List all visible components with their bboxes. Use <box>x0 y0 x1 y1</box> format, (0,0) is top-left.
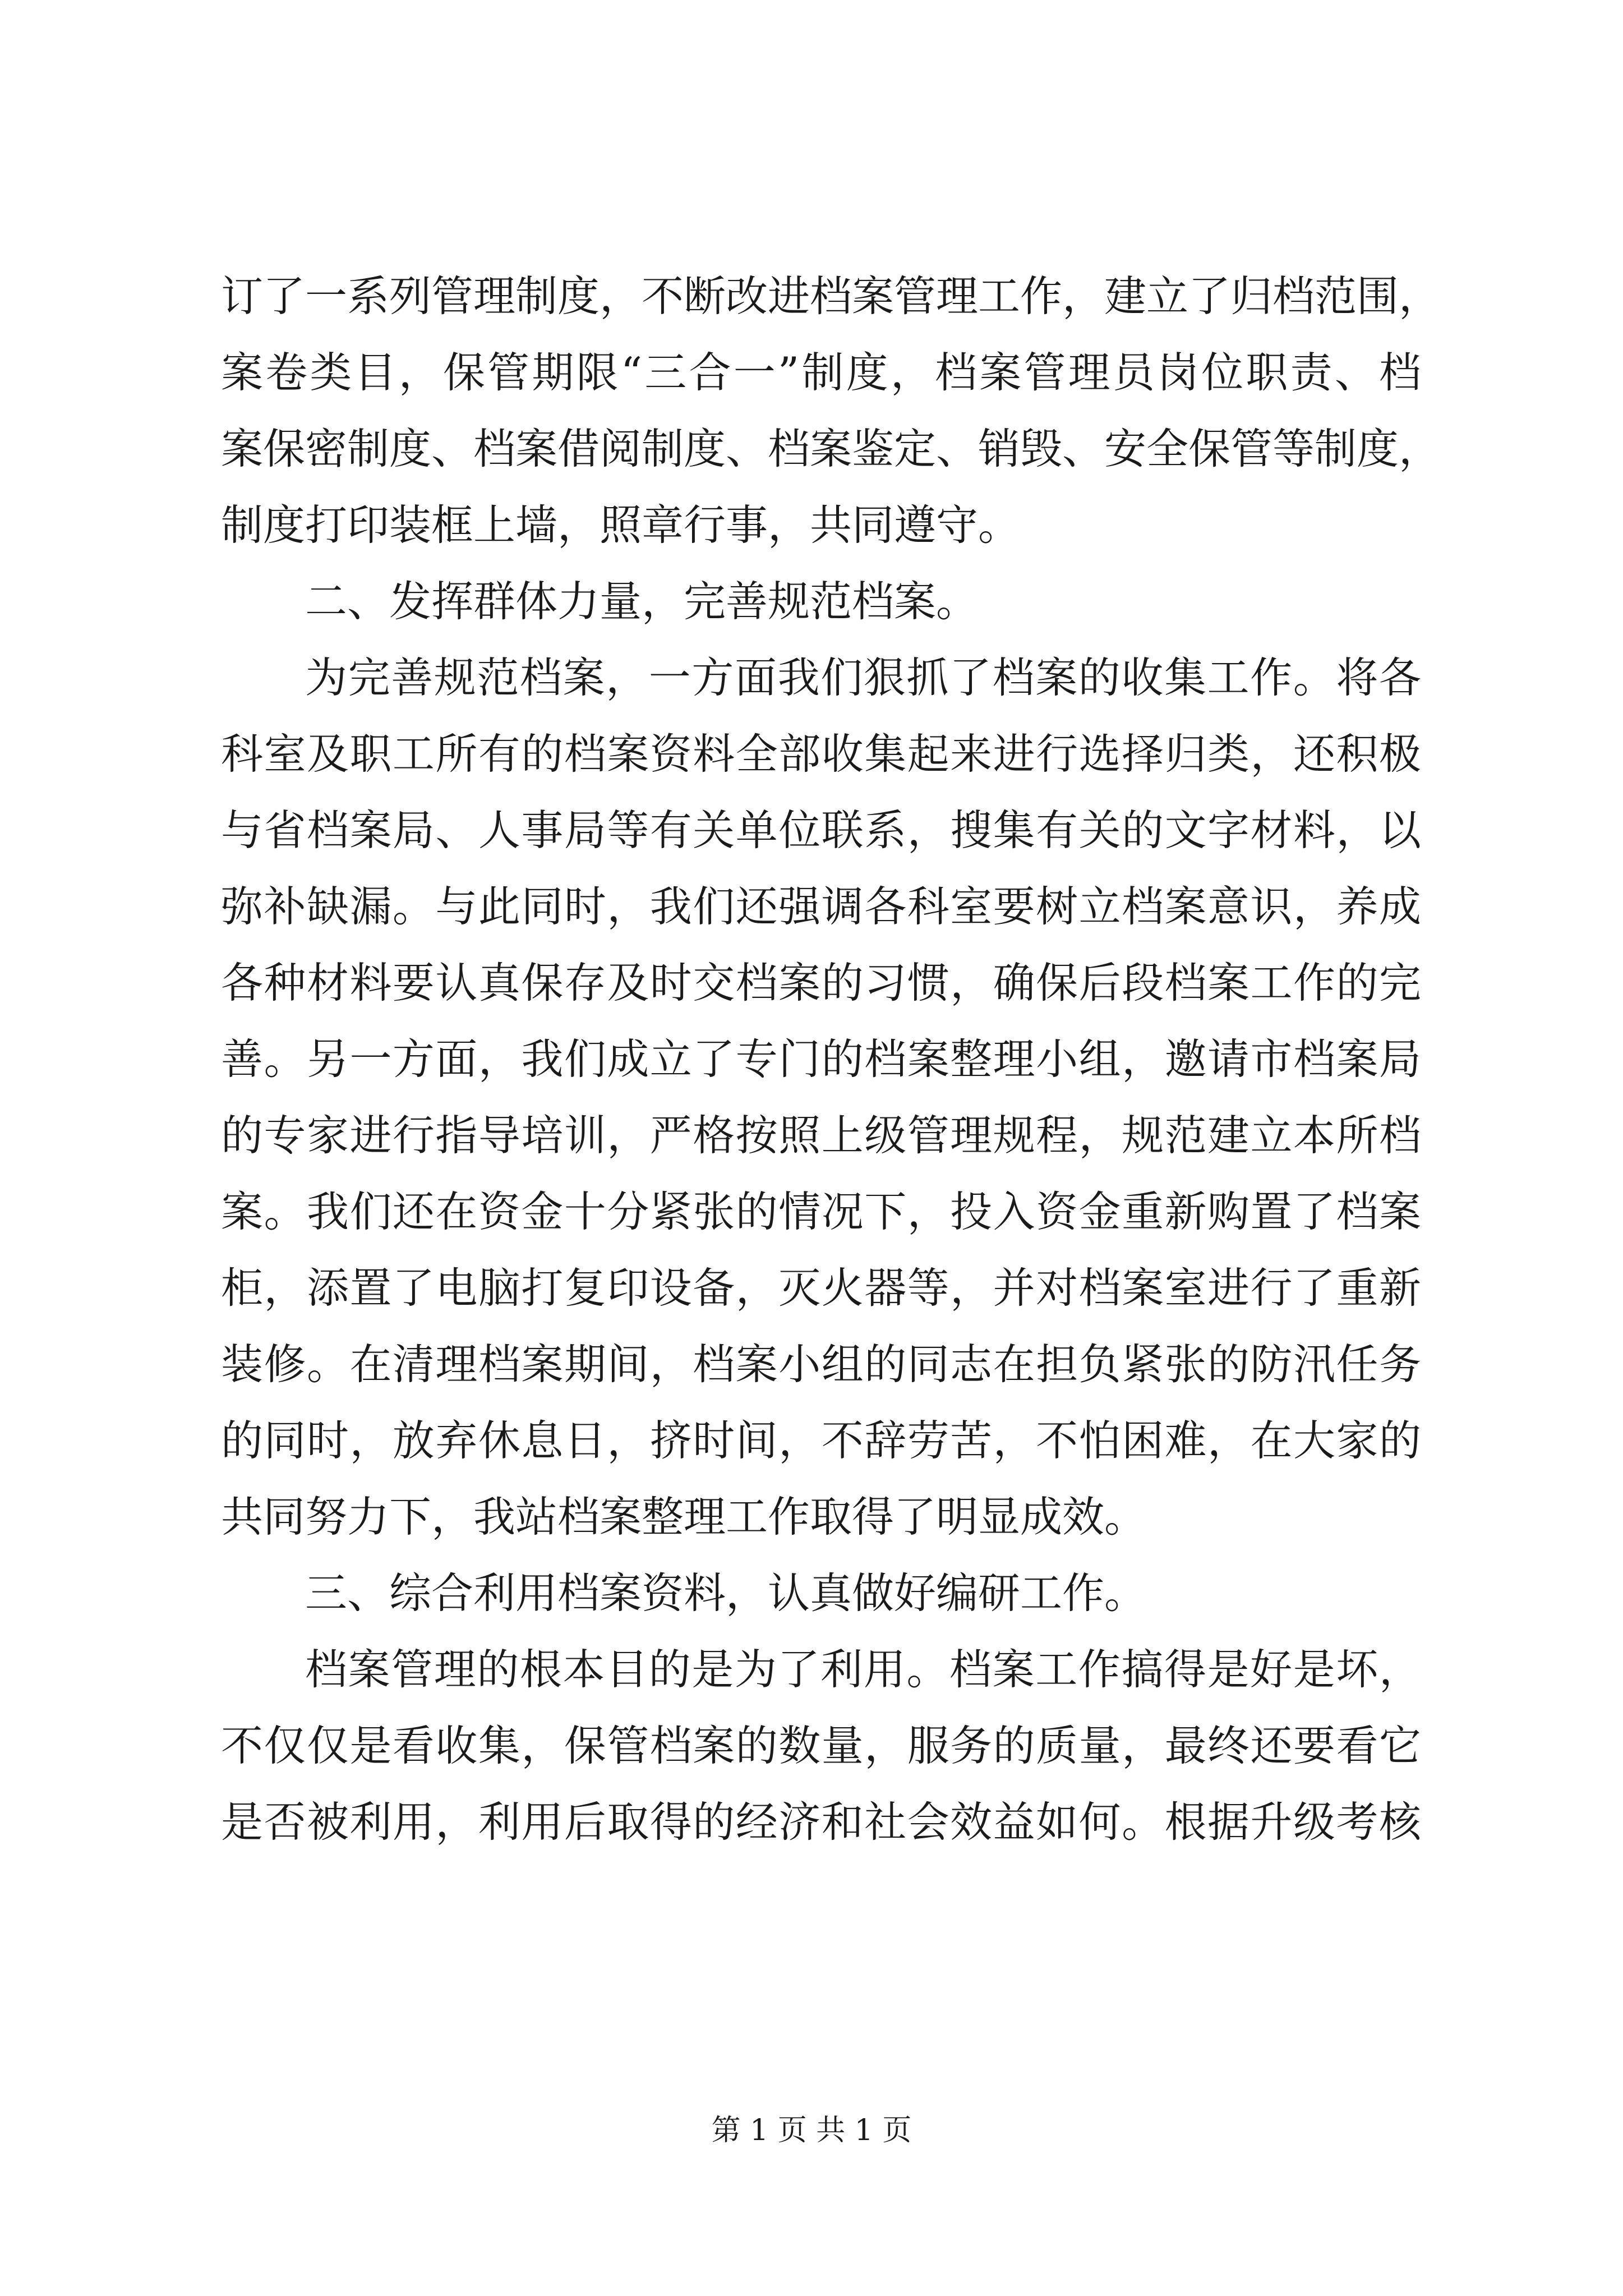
text-line: 共同努力下，我站档案整理工作取得了明显成效。 <box>221 1492 1147 1542</box>
document-body <box>221 258 1441 1860</box>
text-line: 订了一系列管理制度，不断改进档案管理工作，建立了归档范围， <box>221 272 1441 321</box>
text-line: 二、发挥群体力量，完善规范档案。 <box>305 577 979 626</box>
text-line: 案。我们还在资金十分紧张的情况下，投入资金重新购置了档案 <box>221 1187 1421 1236</box>
text-line: 不仅仅是看收集，保管档案的数量，服务的质量，最终还要看它 <box>221 1721 1421 1770</box>
text-line: 三、综合利用档案资料，认真做好编研工作。 <box>305 1568 1147 1618</box>
text-line: 弥补缺漏。与此同时，我们还强调各科室要树立档案意识，养成 <box>221 882 1421 931</box>
text-line: 科室及职工所有的档案资料全部收集起来进行选择归类，还积极 <box>221 729 1421 779</box>
text-line: 与省档案局、人事局等有关单位联系，搜集有关的文字材料，以 <box>221 806 1421 855</box>
text-line: 各种材料要认真保存及时交档案的习惯，确保后段档案工作的完 <box>221 958 1421 1007</box>
text-line: 是否被利用，利用后取得的经济和社会效益如何。根据升级考核 <box>221 1797 1421 1847</box>
text-line: 案卷类目，保管期限“三合一”制度，档案管理员岗位职责、档 <box>221 348 1421 397</box>
text-line: 为完善规范档案，一方面我们狠抓了档案的收集工作。将各 <box>305 653 1421 702</box>
text-line: 装修。在清理档案期间，档案小组的同志在担负紧张的防汛任务 <box>221 1340 1421 1389</box>
text-line: 制度打印装框上墙，照章行事，共同遵守。 <box>221 500 1021 550</box>
text-line: 柜，添置了电脑打复印设备，灭火器等，并对档案室进行了重新 <box>221 1263 1421 1313</box>
text-line: 善。另一方面，我们成立了专门的档案整理小组，邀请市档案局 <box>221 1034 1421 1084</box>
text-line: 的专家进行指导培训，严格按照上级管理规程，规范建立本所档 <box>221 1111 1421 1160</box>
page-footer: 第 1 页 共 1 页 <box>711 2114 912 2147</box>
text-line: 的同时，放弃休息日，挤时间，不辞劳苦，不怕困难，在大家的 <box>221 1416 1421 1465</box>
text-line: 案保密制度、档案借阅制度、档案鉴定、销毁、安全保管等制度， <box>221 424 1441 473</box>
text-line: 档案管理的根本目的是为了利用。档案工作搞得是好是坏， <box>305 1645 1421 1694</box>
